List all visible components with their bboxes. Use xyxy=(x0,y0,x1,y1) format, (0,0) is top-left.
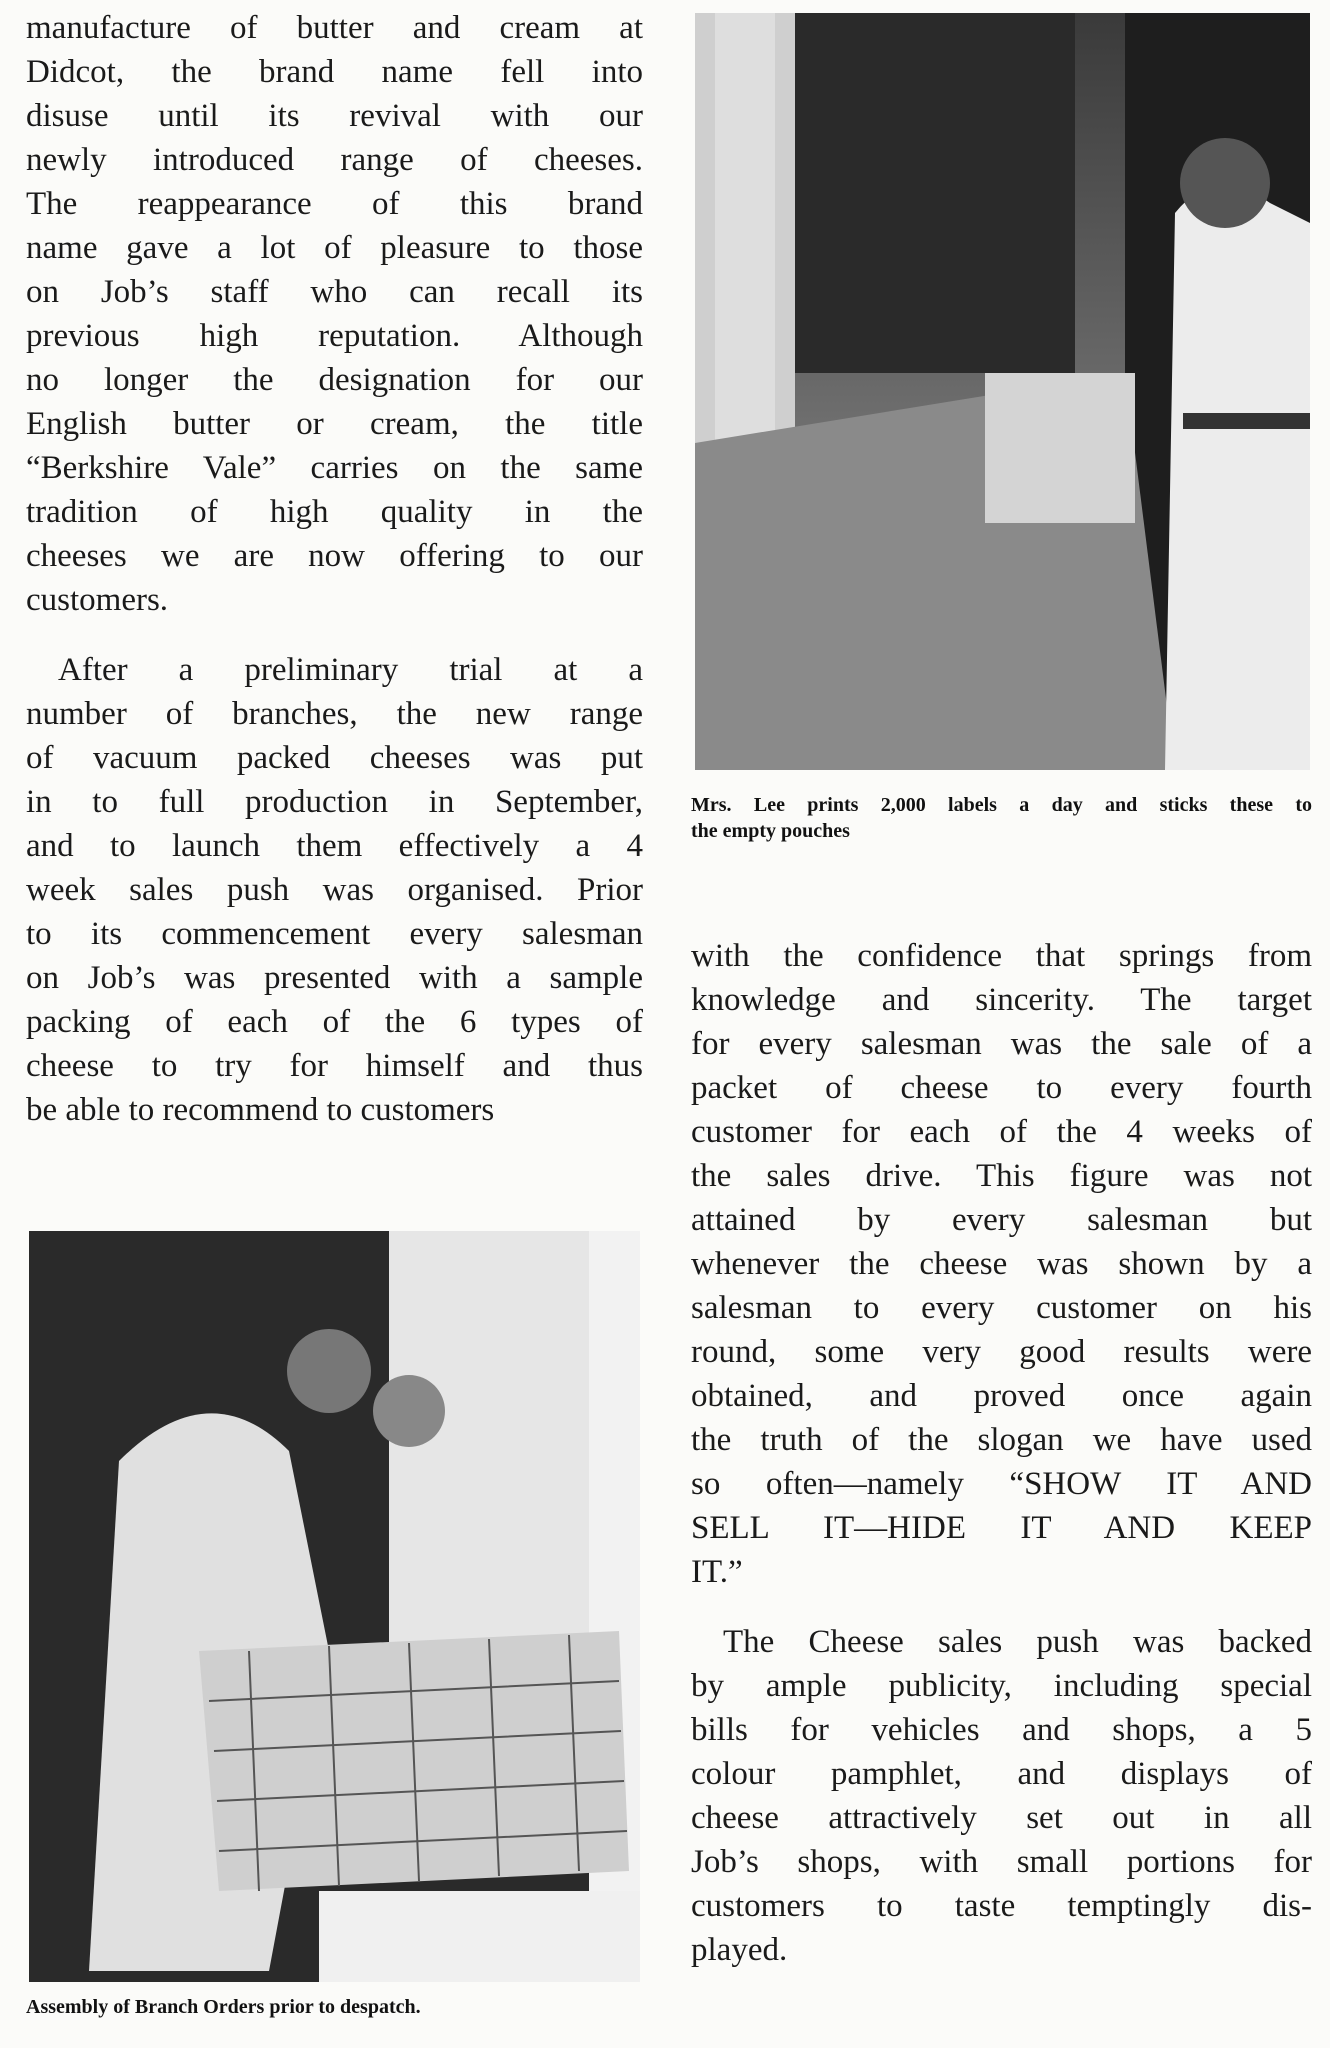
photo-caption-bottom xyxy=(26,1994,646,2020)
text-line: to its commencement every salesman xyxy=(26,916,643,952)
text-line: IT.” xyxy=(691,1554,743,1590)
text-line: customers to taste temptingly dis- xyxy=(691,1888,1312,1924)
paragraph-gap xyxy=(691,1594,1312,1620)
text-line: cheese attractively set out in all xyxy=(691,1800,1312,1836)
photo-label-printer-image xyxy=(695,13,1310,770)
photo-assembly-image xyxy=(29,1231,640,1982)
text-line: be able to recommend to customers xyxy=(26,1092,495,1128)
right-column-text xyxy=(691,934,1312,1972)
text-line: Didcot, the brand name fell into xyxy=(26,54,643,90)
paragraph xyxy=(691,1620,1312,1972)
paragraph xyxy=(26,6,643,622)
paragraph xyxy=(691,934,1312,1594)
text-line: colour pamphlet, and displays of xyxy=(691,1756,1312,1792)
photo-caption-top xyxy=(691,792,1312,844)
text-line: on Job’s was presented with a sample xyxy=(26,960,643,996)
text-line: packing of each of the 6 types of xyxy=(26,1004,643,1040)
text-line: so often—namely “SHOW IT AND xyxy=(691,1466,1312,1502)
text-line: customers. xyxy=(26,582,169,618)
text-line: the sales drive. This figure was not xyxy=(691,1158,1312,1194)
text-line: of vacuum packed cheeses was put xyxy=(26,740,643,776)
text-line: week sales push was organised. Prior xyxy=(26,872,643,908)
text-line: tradition of high quality in the xyxy=(26,494,643,530)
text-line: for every salesman was the sale of a xyxy=(691,1026,1312,1062)
text-line: cheeses we are now offering to our xyxy=(26,538,643,574)
text-line: packet of cheese to every fourth xyxy=(691,1070,1312,1106)
text-line: The reappearance of this brand xyxy=(26,186,643,222)
text-line: played. xyxy=(691,1932,788,1968)
text-line: Job’s shops, with small portions for xyxy=(691,1844,1312,1880)
left-column-text xyxy=(26,6,643,1132)
text-line: previous high reputation. Although xyxy=(26,318,643,354)
text-line: name gave a lot of pleasure to those xyxy=(26,230,643,266)
caption-line: the empty pouches xyxy=(691,820,850,842)
paragraph xyxy=(26,648,643,1132)
text-line: no longer the designation for our xyxy=(26,362,643,398)
photo-branch-orders xyxy=(29,1231,640,1982)
photo-mrs-lee-labelling xyxy=(695,13,1310,770)
text-line: by ample publicity, including special xyxy=(691,1668,1312,1704)
text-line: and to launch them effectively a 4 xyxy=(26,828,643,864)
text-line: salesman to every customer on his xyxy=(691,1290,1312,1326)
text-line: whenever the cheese was shown by a xyxy=(691,1246,1312,1282)
text-line: with the confidence that springs from xyxy=(691,938,1312,974)
text-line: cheese to try for himself and thus xyxy=(26,1048,643,1084)
text-line: round, some very good results were xyxy=(691,1334,1312,1370)
caption-line: Mrs. Lee prints 2,000 labels a day and sticks these to xyxy=(691,794,1312,816)
text-line: manufacture of butter and cream at xyxy=(26,10,643,46)
text-line: The Cheese sales push was backed xyxy=(723,1624,1312,1660)
caption-line: Assembly of Branch Orders prior to despatch. xyxy=(26,1996,421,2018)
text-line: the truth of the slogan we have used xyxy=(691,1422,1312,1458)
text-line: customer for each of the 4 weeks of xyxy=(691,1114,1312,1150)
text-line: “Berkshire Vale” carries on the same xyxy=(26,450,643,486)
text-line: obtained, and proved once again xyxy=(691,1378,1312,1414)
text-line: English butter or cream, the title xyxy=(26,406,643,442)
text-line: on Job’s staff who can recall its xyxy=(26,274,643,310)
text-line: newly introduced range of cheeses. xyxy=(26,142,643,178)
text-line: SELL IT—HIDE IT AND KEEP xyxy=(691,1510,1312,1546)
text-line: in to full production in September, xyxy=(26,784,643,820)
text-line: knowledge and sincerity. The target xyxy=(691,982,1312,1018)
text-line: number of branches, the new range xyxy=(26,696,643,732)
text-line: bills for vehicles and shops, a 5 xyxy=(691,1712,1312,1748)
text-line: After a preliminary trial at a xyxy=(58,652,643,688)
text-line: disuse until its revival with our xyxy=(26,98,643,134)
paragraph-gap xyxy=(26,622,643,648)
text-line: attained by every salesman but xyxy=(691,1202,1312,1238)
